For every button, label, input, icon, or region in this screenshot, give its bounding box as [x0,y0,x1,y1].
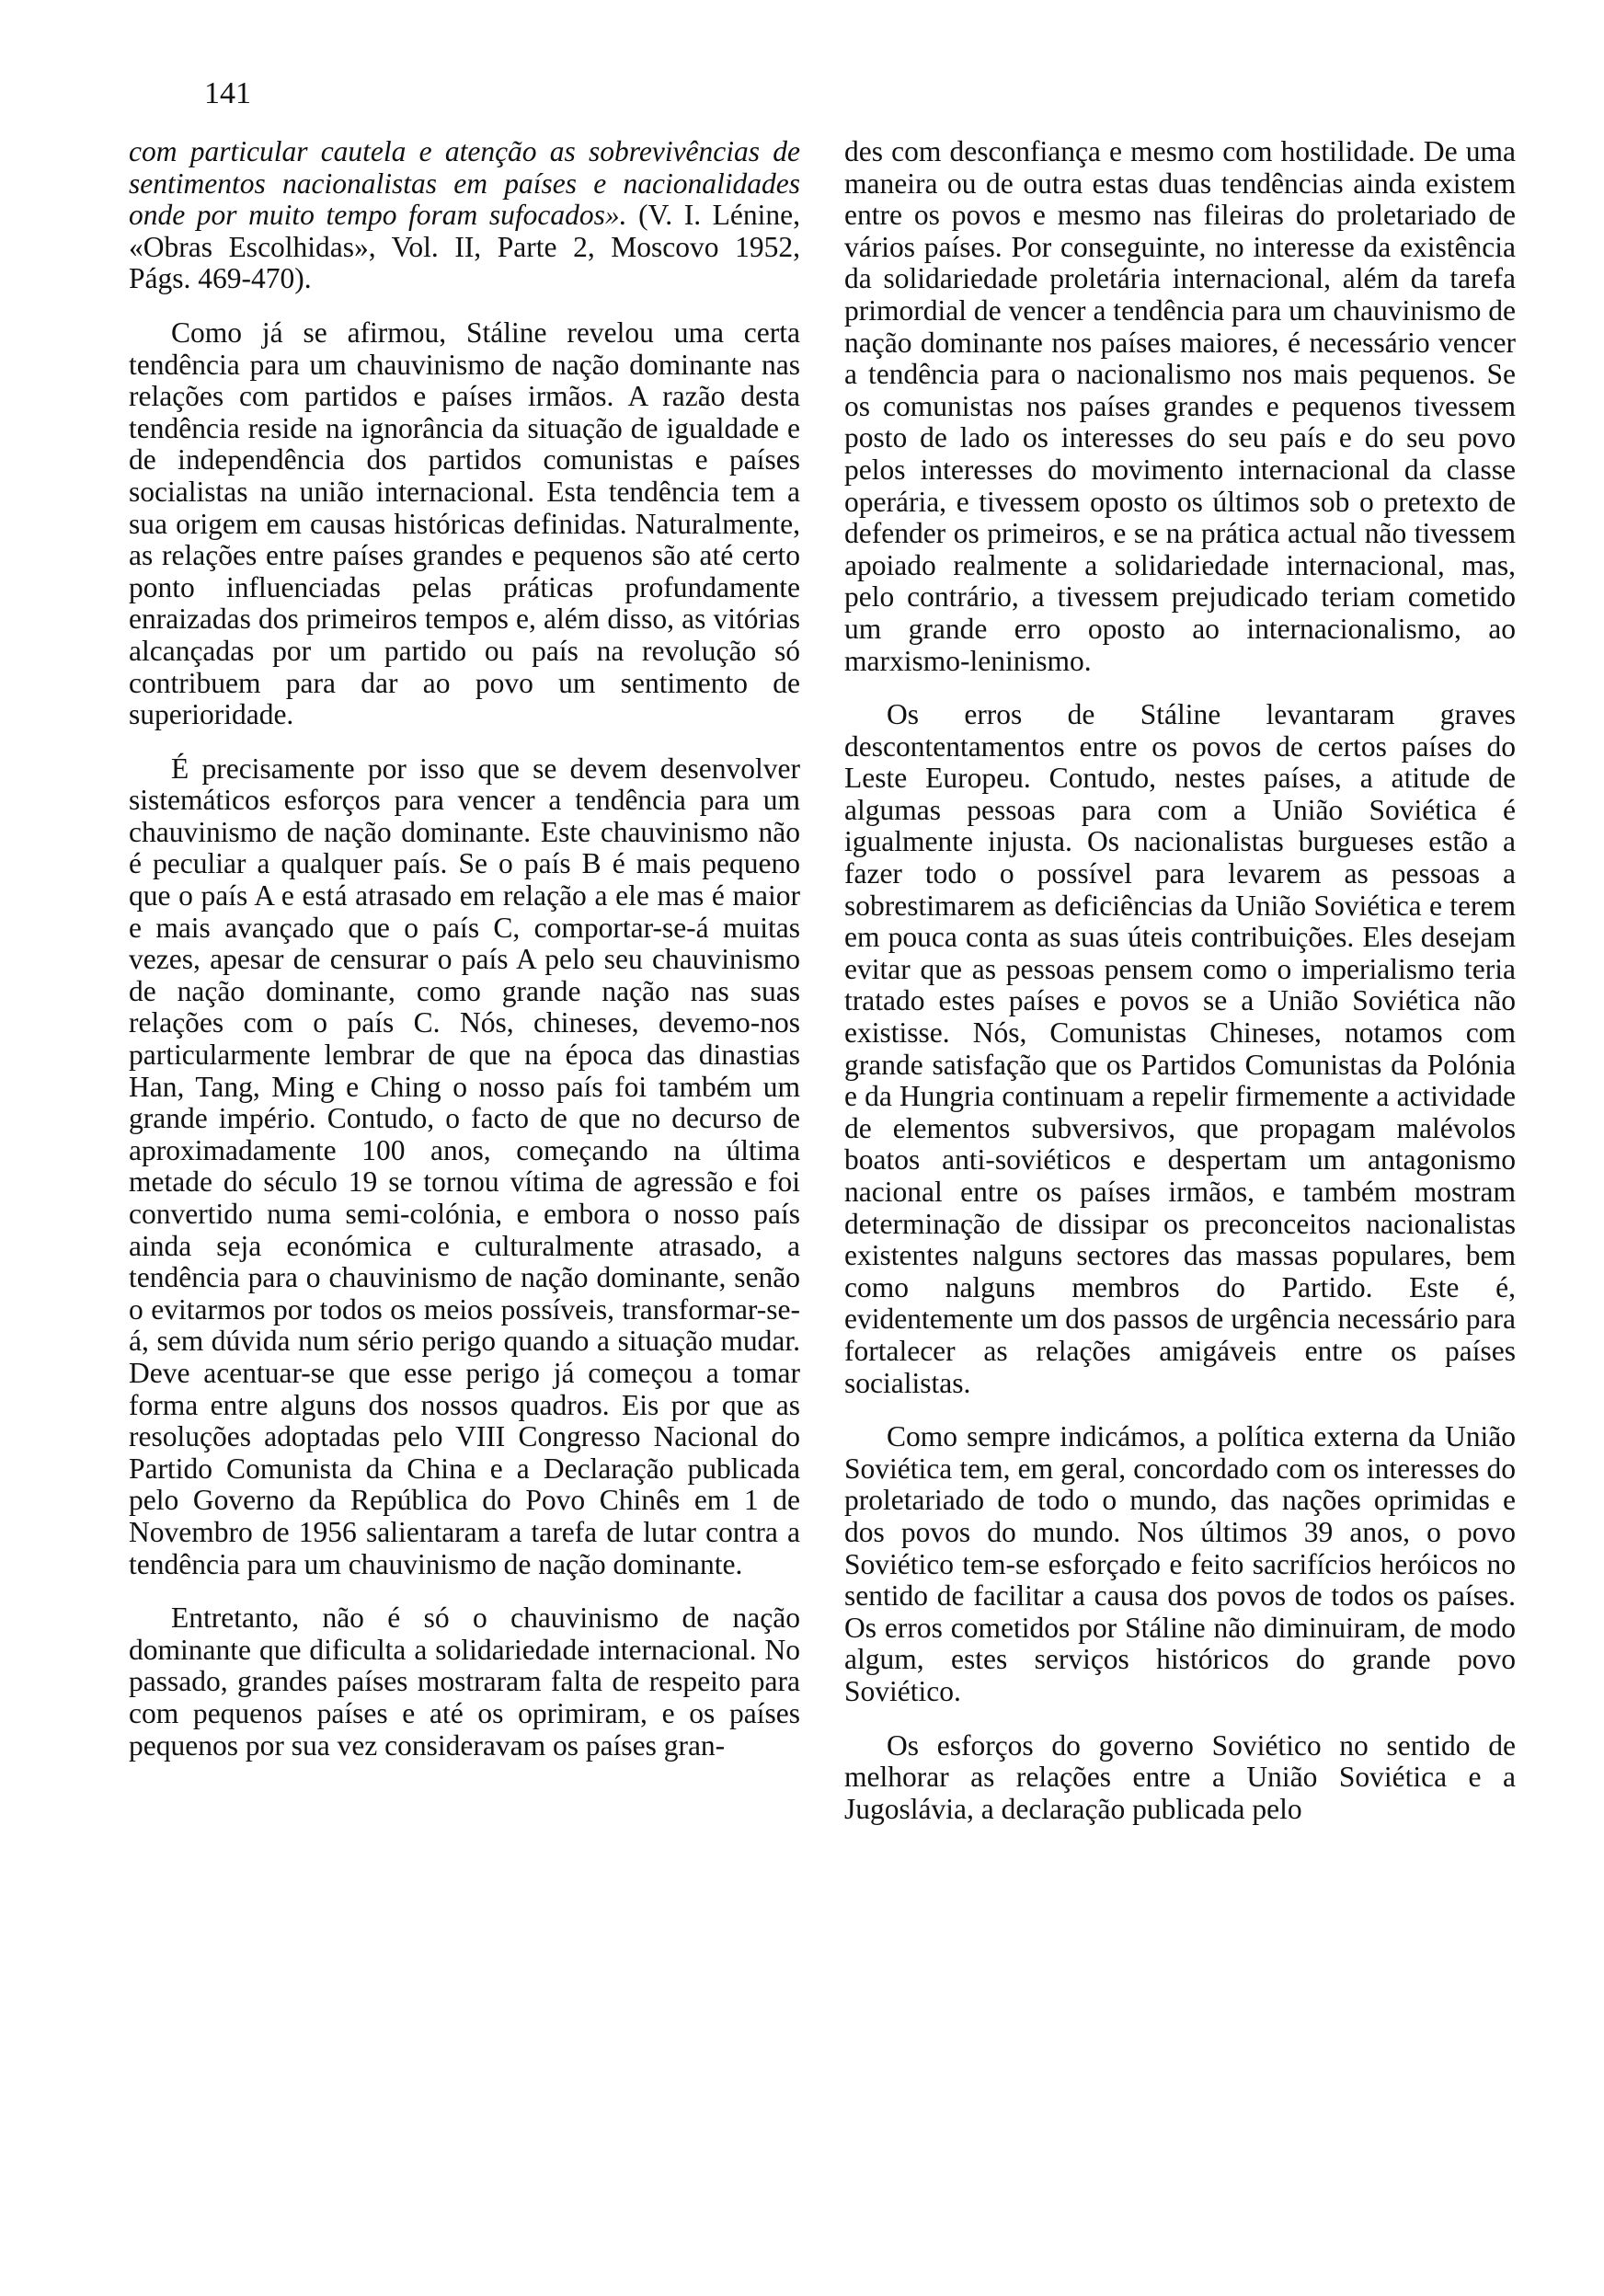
citation: (V. I. Lénine, «Obras Escolhidas», Vol. II, Parte 2, Moscovo 1952, Págs. 469-470). [129,199,801,295]
paragraph-nationalism: des com desconfiança e mesmo com hostilidade. De uma maneira ou de outra estas duas tendências ainda existem entre os povos e mesmo nas fileiras do proletariado de vários países. Por conseguinte, no interesse da existência da solidariedade proletária internacional, além da tarefa primordial de vencer a tendência para um chauvinismo de nação dominante nos países maiores, é necessário vencer a tendência para o nacionalismo nos mais pequenos. Se os comunistas nos países grandes e pequenos tivessem posto de lado os interesses do seu país e do seu povo pelos interesses do movimento internacional da classe operária, e tivessem oposto os últimos sob o pretexto de defender os primeiros, e se na prática actual não tivessem apoiado realmente a solidariedade internacional, mas, pelo contrário, a tivessem prejudicado teriam cometido um grande erro oposto ao internacionalismo, ao marxismo-leninismo. [844,135,1516,677]
paragraph-overcoming-chauvinism: É precisamente por isso que se devem desenvolver sistemáticos esforços para vencer a tendência para um chauvinismo de nação dominante. Este chauvinismo não é peculiar a qualquer país. Se o país B é mais pequeno que o país A e está atrasado em relação a ele mas é maior e mais avançado que o país C, comportar-se-á muitas vezes, apesar de censurar o país A pelo seu chauvinismo de nação dominante, como grande nação nas suas relações com o país C. Nós, chineses, devemo-nos particularmente lembrar de que na época das dinastias Han, Tang, Ming e Ching o nosso país foi também um grande império. Contudo, o facto de que no decurso de aproximadamente 100 anos, começando na última metade do século 19 se tornou vítima de agressão e foi convertido numa semi-colónia, e embora o nosso país ainda seja económica e culturalmente atrasado, a tendência para o chauvinismo de nação dominante, senão o evitarmos por todos os meios possíveis, transformar-se-á, sem dúvida num sério perigo quando a situação mudar. Deve acentuar-se que esse perigo já começou a tomar forma entre alguns dos nossos quadros. Eis por que as resoluções adoptadas pelo VIII Congresso Nacional do Partido Comunista da China e a Declaração publicada pelo Governo da República do Povo Chinês em 1 de Novembro de 1956 salientaram a tarefa de lutar contra a tendência para um chauvinismo de nação dominante. [129,752,800,1580]
paragraph-chauvinism-tendency: Como já se afirmou, Stáline revelou uma certa tendência para um chauvinismo de nação dominante nas relações com partidos e países irmãos. A razão desta tendência reside na ignorância da situação de igualdade e de independência dos partidos comunistas e países socialistas na união internacional. Esta tendência tem a sua origem em causas históricas definidas. Naturalmente, as relações entre países grandes e pequenos são até certo ponto influenciadas pelas práticas profundamente enraizadas dos primeiros tempos e, além disso, as vitórias alcançadas por um partido ou país na revolução só contribuem para dar ao povo um sentimento de superioridade. [129,316,800,731]
paragraph-solidarity: Entretanto, não é só o chauvinismo de nação dominante que dificulta a solidariedade internacional. No passado, grandes países mostraram falta de respeito para com pequenos países e até os oprimiram, e os países pequenos por sua vez consideravam os países gran- [129,1601,800,1762]
paragraph-soviet-policy: Como sempre indicámos, a política externa da União Soviética tem, em geral, concordado com os interesses do proletariado de todo o mundo, das nações oprimidas e dos povos do mundo. Nos últimos 39 anos, o povo Soviético tem-se esforçado e feito sacrifícios heróicos no sentido de facilitar a causa dos povos de todos os países. Os erros cometidos por Stáline não diminuiram, de modo algum, estes serviços históricos do grande povo Soviético. [844,1420,1516,1707]
page-number: 141 [204,76,251,110]
left-column [129,136,800,1784]
paragraph-yugoslavia: Os esforços do governo Soviético no sentido de melhorar as relações entre a União Soviética e a Jugoslávia, a declaração publicada pelo [844,1728,1516,1825]
right-column [844,136,1516,1847]
quote-paragraph [129,136,800,295]
lenin-quote: com particular cautela e atenção as sobrevivências de sentimentos nacionalistas em países e nacionalidades onde por muito tempo foram sufocados». [129,135,800,232]
paragraph-stalin-errors: Os erros de Stáline levantaram graves descontentamentos entre os povos de certos países do Leste Europeu. Contudo, nestes países, a atitude de algumas pessoas para com a União Soviética é igualmente injusta. Os nacionalistas burgueses estão a fazer todo o possível para levarem as pessoas a sobrestimarem as deficiências da União Soviética e terem em pouca conta as suas úteis contribuições. Eles desejam evitar que as pessoas pensem como o imperialismo teria tratado estes países e povos se a União Soviética não existisse. Nós, Comunistas Chineses, notamos com grande satisfação que os Partidos Comunistas da Polónia e da Hungria continuam a repelir firmemente a actividade de elementos subversivos, que propagam malévolos boatos anti-soviéticos e despertam um antagonismo nacional entre os países irmãos, e também mostram determinação de dissipar os preconceitos nacionalistas existentes nalguns sectores das massas populares, bem como nalguns membros do Partido. Este é, evidentemente um dos passos de urgência necessário para fortalecer as relações amigáveis entre os países socialistas. [844,698,1516,1399]
